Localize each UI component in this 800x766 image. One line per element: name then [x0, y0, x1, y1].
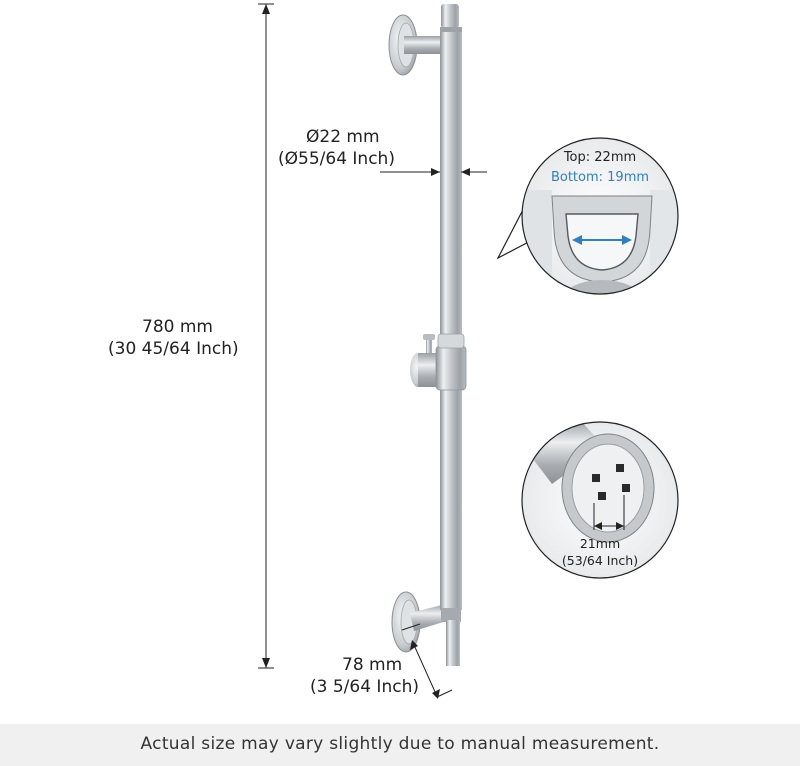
diameter-mm-label: Ø22 mm: [306, 127, 380, 147]
depth-mm-label: 78 mm: [342, 655, 403, 675]
diameter-dimension-line: [380, 168, 487, 176]
measurement-note: Actual size may vary slightly due to manual measurement.: [140, 734, 660, 754]
holder-bottom-label: Bottom: 19mm: [550, 170, 650, 185]
length-inch-label: (30 45/64 Inch): [108, 339, 239, 359]
depth-inch-label: (3 5/64 Inch): [310, 677, 419, 697]
base-mm-label: 21mm: [579, 536, 621, 551]
footer-bar: [0, 724, 800, 766]
top-wall-bracket: [389, 15, 440, 75]
length-mm-label: 780 mm: [142, 317, 213, 337]
base-inch-label: (53/64 Inch): [561, 553, 639, 568]
holder-top-label: Top: 22mm: [563, 150, 637, 165]
diameter-inch-label: (Ø55/64 Inch): [278, 149, 395, 169]
length-dimension-line: [258, 4, 274, 668]
adjustable-holder: [410, 334, 466, 390]
